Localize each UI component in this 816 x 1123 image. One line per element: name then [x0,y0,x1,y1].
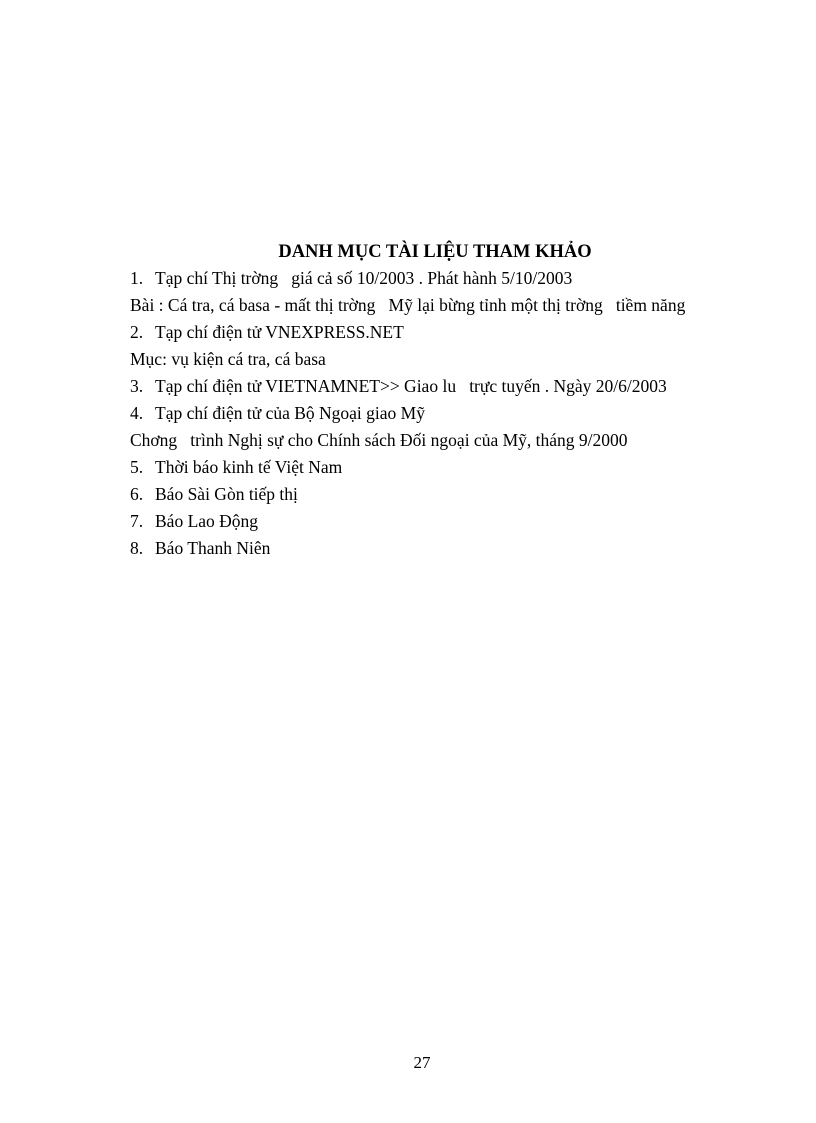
item-text: Mục: vụ kiện cá tra, cá basa [130,349,326,369]
reference-item-8 [130,535,770,562]
item-number: 1. [130,268,144,288]
item-text: Bài : Cá tra, cá basa - mất thị trờng Mỹ lại bừng tỉnh một thị trờng tiềm năng [130,295,686,315]
item-text: Báo Thanh Niên [155,538,271,558]
reference-item-6 [130,481,770,508]
item-number: 2. [130,322,144,342]
item-text: Tạp chí điện tử VIETNAMNET>> Giao lu trực tuyến . Ngày 20/6/2003 [155,376,667,396]
item-text: Tạp chí Thị trờng giá cả số 10/2003 . Phát hành 5/10/2003 [155,268,573,288]
reference-item-4 [130,400,770,427]
page-title: DANH MỤC TÀI LIỆU THAM KHẢO [278,242,592,262]
item-text: Tạp chí điện tử của Bộ Ngoại giao Mỹ [155,403,425,423]
reference-list [130,265,770,562]
reference-item-7 [130,508,770,535]
reference-subline [130,346,770,373]
item-number: 3. [130,376,144,396]
item-text: Báo Sài Gòn tiếp thị [155,484,298,504]
reference-item-1 [130,265,770,292]
item-number: 8. [130,538,144,558]
item-number: 7. [130,511,144,531]
reference-subline [130,427,770,454]
item-number: 4. [130,403,144,423]
item-text: Thời báo kinh tế Việt Nam [155,457,343,477]
reference-item-2 [130,319,770,346]
item-number: 5. [130,457,144,477]
item-number: 6. [130,484,144,504]
reference-item-3 [130,373,770,400]
item-text: Chơng trình Nghị sự cho Chính sách Đối ngoại của Mỹ, tháng 9/2000 [130,430,628,450]
page-number: 27 [413,1053,431,1072]
item-text: Báo Lao Động [155,511,259,531]
reference-item-5 [130,454,770,481]
reference-subline [130,292,770,319]
item-text: Tạp chí điện tử VNEXPRESS.NET [155,322,404,342]
